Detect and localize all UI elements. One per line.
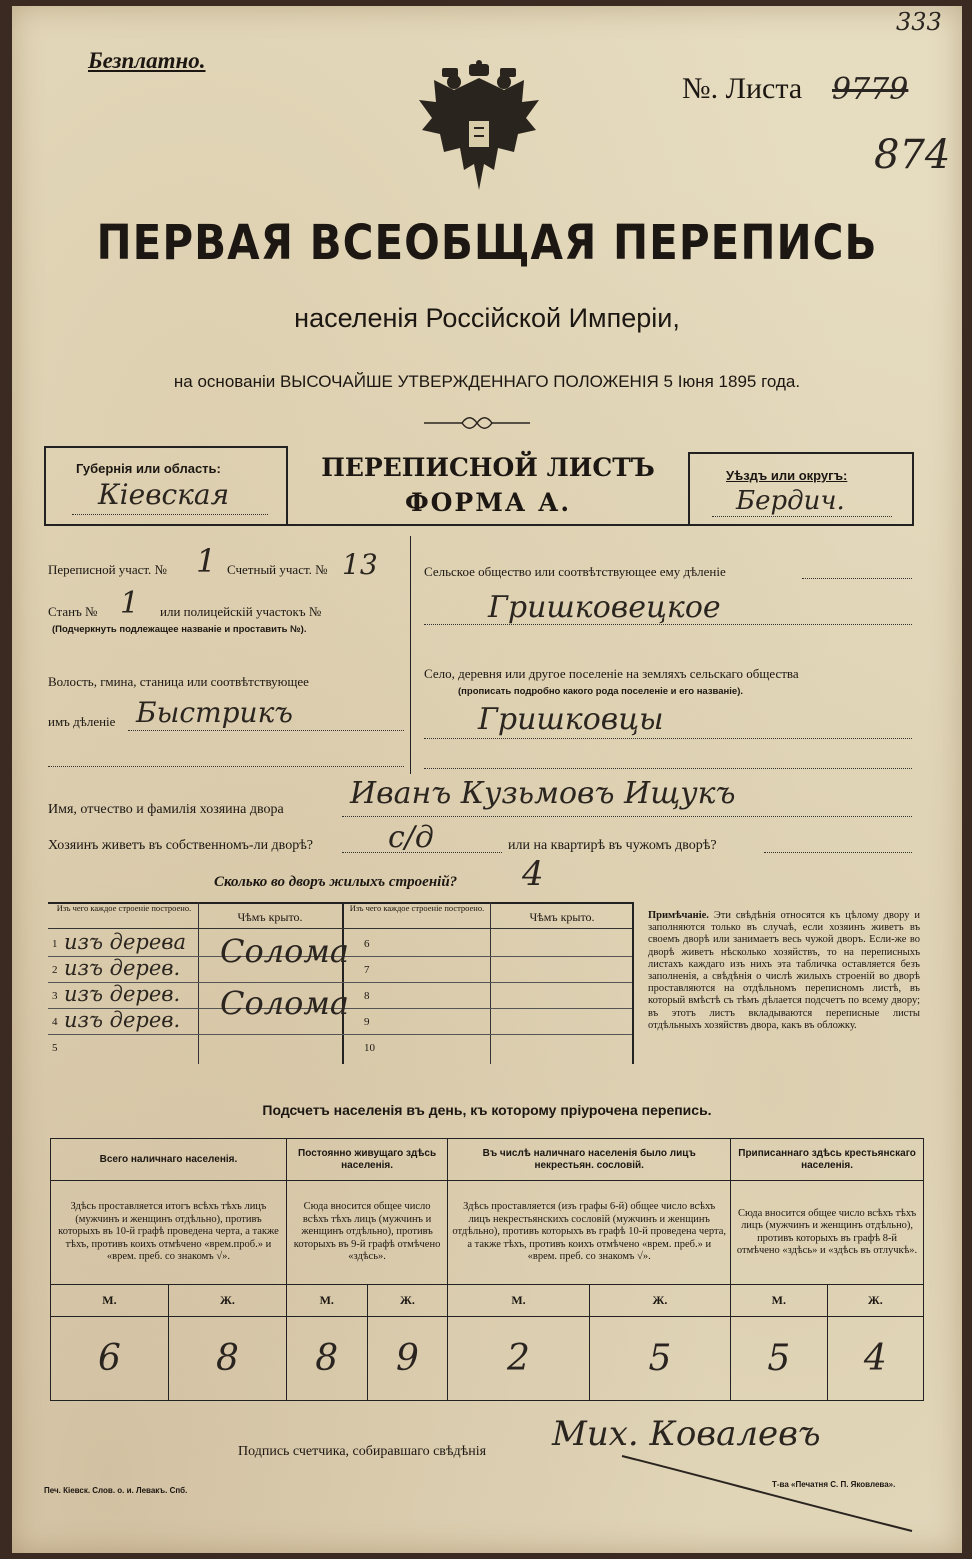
volost-label: Волость, гмина, станица или соотвѣтствующее — [48, 674, 309, 689]
population-col-title: Постоянно живущаго здѣсь населенія. — [286, 1139, 447, 1181]
apartment-dots — [764, 852, 912, 853]
village-value: Гришковцы — [478, 702, 664, 737]
owner-name-label: Имя, отчество и фамилія хозяина двора — [48, 802, 284, 817]
community-label: Сельское общество или соотвѣтствующее ему дѣленіе — [424, 564, 726, 579]
uezd-box-left — [688, 452, 690, 524]
form-title-line1: ПЕРЕПИСНОЙ ЛИСТЪ — [321, 453, 655, 482]
village-label: Село, деревня или другое поселеніе на земляхъ сельскаго общества — [424, 666, 799, 681]
buildings-value: 4 — [522, 854, 544, 894]
female-header: Ж. — [367, 1285, 448, 1317]
building-row-number: 7 — [364, 964, 370, 976]
male-header: М. — [731, 1285, 827, 1317]
division-label: имъ дѣленіе — [48, 714, 116, 729]
female-header: Ж. — [827, 1285, 923, 1317]
census-section-value: 1 — [196, 542, 217, 580]
female-count: 8 — [168, 1317, 286, 1401]
free-label: Безплатно. — [88, 48, 206, 73]
buildings-table-right — [632, 902, 634, 1064]
governorate-box-top — [44, 446, 288, 448]
female-header: Ж. — [589, 1285, 730, 1317]
male-header: М. — [286, 1285, 367, 1317]
owner-name-dots — [342, 816, 912, 817]
uezd-box-top — [688, 452, 914, 454]
buildings-col-divider-1 — [198, 902, 199, 1064]
page-title: ПЕРВАЯ ВСЕОБЩАЯ ПЕРЕПИСЬ — [96, 214, 878, 271]
signature-stroke — [612, 1446, 922, 1536]
male-header: М. — [448, 1285, 589, 1317]
counting-section-value: 13 — [342, 548, 378, 581]
population-heading: Подсчетъ населенія въ день, къ которому пріурочена перепись. — [262, 1102, 712, 1118]
uezd-value: Бердич. — [736, 486, 845, 516]
owner-name-value: Иванъ Кузьмовъ Ищукъ — [350, 776, 736, 811]
governorate-dots — [72, 514, 268, 515]
note-block — [648, 910, 920, 1032]
buildings-col-divider-2 — [490, 902, 491, 1064]
community-dots-2 — [424, 624, 912, 625]
female-count: 4 — [827, 1317, 923, 1401]
female-header: Ж. — [168, 1285, 286, 1317]
village-dots-1 — [424, 738, 912, 739]
double-headed-eagle-emblem — [414, 60, 544, 200]
signature-label: Подпись счетчика, собиравшаго свѣдѣнія — [238, 1444, 487, 1459]
building-row-number: 9 — [364, 1016, 370, 1028]
note-title: Примѣчаніе. — [648, 910, 709, 921]
col-roof-right: Чѣмъ крыто. — [529, 910, 595, 924]
male-count: 8 — [286, 1317, 367, 1401]
apartment-label: или на квартирѣ въ чужомъ дворѣ? — [508, 838, 717, 853]
page-corner-number: 333 — [896, 8, 942, 36]
male-count: 5 — [731, 1317, 827, 1401]
signature-value: Мих. Ковалевъ — [552, 1414, 821, 1454]
middle-divider — [410, 536, 411, 774]
division-value: Быстрикъ — [136, 696, 293, 729]
uezd-box-right — [912, 452, 914, 524]
division-dots-2 — [48, 766, 404, 767]
sheet-number-handwritten: 874 — [874, 132, 951, 178]
col-roof-left: Чѣмъ крыто. — [237, 910, 303, 924]
buildings-header-bottom — [48, 928, 632, 929]
police-label: или полицейскій участокъ № — [160, 604, 322, 619]
female-count: 5 — [589, 1317, 730, 1401]
stan-label: Станъ № — [48, 604, 98, 619]
col-material-left: Изъ чего каждое строеніе построено. — [56, 903, 192, 913]
community-dots-1 — [802, 578, 912, 579]
building-row-roof: Солома — [220, 932, 349, 970]
village-dots-2 — [424, 768, 912, 769]
male-header: М. — [51, 1285, 169, 1317]
uezd-dots — [712, 516, 892, 517]
population-col-title: Въ числѣ наличнаго населенія было лицъ некрестьян. сословій. — [448, 1139, 731, 1181]
population-col-title: Приписаннаго здѣсь крестьянскаго населенія. — [731, 1139, 924, 1181]
buildings-row-line — [48, 1034, 632, 1035]
population-col-desc: Здѣсь проставляется (изъ графы 6-й) общее число всѣхъ лицъ некрестьянскихъ сословій (мужчинъ и женщинъ отдѣльно), противъ которыхъ въ графѣ 10-й проведена черта, а также тѣхъ, противъ коихъ отмѣчено «врем. преб.» и «врем. преб. со знакомъ √». — [448, 1181, 731, 1285]
police-note: (Подчеркнуть подлежащее названіе и проставить №). — [52, 624, 307, 635]
male-count: 6 — [51, 1317, 169, 1401]
population-col-desc: Сюда вносится общее число всѣхъ тѣхъ лицъ (мужчинъ и женщинъ отдѣльно), противъ которыхъ въ графѣ 8-й отмѣчено «здѣсь» и «здѣсь въ отлучкѣ». — [731, 1181, 924, 1285]
division-dots — [128, 730, 404, 731]
form-title-line2: ФОРМА А. — [404, 488, 572, 517]
printer-left: Печ. Кіевск. Слов. о. и. Левакъ. Спб. — [44, 1486, 188, 1495]
population-col-title: Всего наличнаго населенія. — [51, 1139, 287, 1181]
building-row-material: изъ дерев. — [64, 1008, 181, 1032]
ornament-divider — [422, 416, 532, 430]
building-row-number: 4 — [52, 1016, 58, 1028]
village-note: (прописать подробно какого рода поселеніе и его названіе). — [458, 686, 744, 697]
male-count: 2 — [448, 1317, 589, 1401]
census-sheet — [12, 6, 962, 1553]
census-section-label: Переписной участ. № — [48, 562, 167, 577]
population-table — [50, 1138, 924, 1401]
page-subtitle: населенія Россійской Имперіи, — [294, 303, 680, 333]
population-col-desc: Здѣсь проставляется итогъ всѣхъ тѣхъ лицъ (мужчинъ и женщинъ отдѣльно), противъ которыхъ въ 10-й графѣ проведена черта, а также тѣхъ, противъ коихъ отмѣчено «врем.проб.» и «врем. преб. со знакомъ √». — [51, 1181, 287, 1285]
buildings-label: Сколько во дворъ жилыхъ строеній? — [214, 874, 458, 890]
stan-value: 1 — [120, 586, 140, 621]
governorate-box-left — [44, 446, 46, 524]
building-row-number: 6 — [364, 938, 370, 950]
building-row-material: изъ дерев. — [64, 982, 181, 1006]
sheet-number-value: 9779 — [832, 72, 909, 107]
building-row-number: 8 — [364, 990, 370, 1002]
own-yard-dots — [342, 852, 502, 853]
building-row-roof: Солома — [220, 984, 349, 1022]
building-row-material: изъ дерев. — [64, 956, 181, 980]
uezd-label: Уѣздъ или округъ: — [726, 468, 848, 483]
population-col-desc: Сюда вносится общее число всѣхъ тѣхъ лицъ (мужчинъ и женщинъ отдѣльно), противъ которыхъ въ 9-й графѣ отмѣчено «здѣсь». — [286, 1181, 447, 1285]
buildings-col-divider-mid — [342, 902, 344, 1064]
female-count: 9 — [367, 1317, 448, 1401]
header-box-bottom — [44, 524, 914, 526]
community-value: Гришковецкое — [488, 590, 721, 625]
building-row-number: 1 — [52, 938, 58, 950]
governorate-label: Губернія или область: — [76, 461, 221, 476]
building-row-number: 2 — [52, 964, 58, 976]
own-yard-value: с/д — [388, 820, 434, 855]
col-material-right: Изъ чего каждое строеніе построено. — [349, 903, 485, 913]
building-row-number: 5 — [52, 1042, 58, 1054]
basis-line: на основаніи ВЫСОЧАЙШЕ УТВЕРЖДЕННАГО ПОЛОЖЕНІЯ 5 Іюня 1895 года. — [173, 372, 801, 391]
building-row-number: 10 — [364, 1042, 375, 1054]
own-yard-label: Хозяинъ живетъ въ собственномъ-ли дворѣ? — [48, 838, 314, 853]
note-text: Эти свѣдѣнія относятся къ цѣлому двору и заполняются только въ случаѣ, если хозяинъ живетъ въ своемъ дворѣ или занимаетъ весь чужой дворъ. Если-же во дворѣ живетъ нѣсколько хозяйствъ, то на переписныхъ листахъ каждаго изъ нихъ эта табличка оставляется безъ заполненія, а свѣдѣнія о числѣ жилыхъ строеній во дворѣ проставляются на отдѣльномъ переписномъ листѣ, въ который вмѣстѣ съ тѣмъ дѣлается подсчетъ по всему двору; въ этотъ листъ вкладываются переписные листы отдѣльныхъ хозяйствъ двора, какъ въ обложку. — [648, 910, 921, 1031]
printer-right: Т-ва «Печатня С. П. Яковлева». — [772, 1480, 896, 1489]
counting-section-label: Счетный участ. № — [227, 562, 328, 577]
building-row-material: изъ дерева — [64, 930, 187, 954]
governorate-value: Кіевская — [98, 478, 230, 511]
sheet-number-label: №. Листа — [682, 72, 803, 105]
building-row-number: 3 — [52, 990, 58, 1002]
